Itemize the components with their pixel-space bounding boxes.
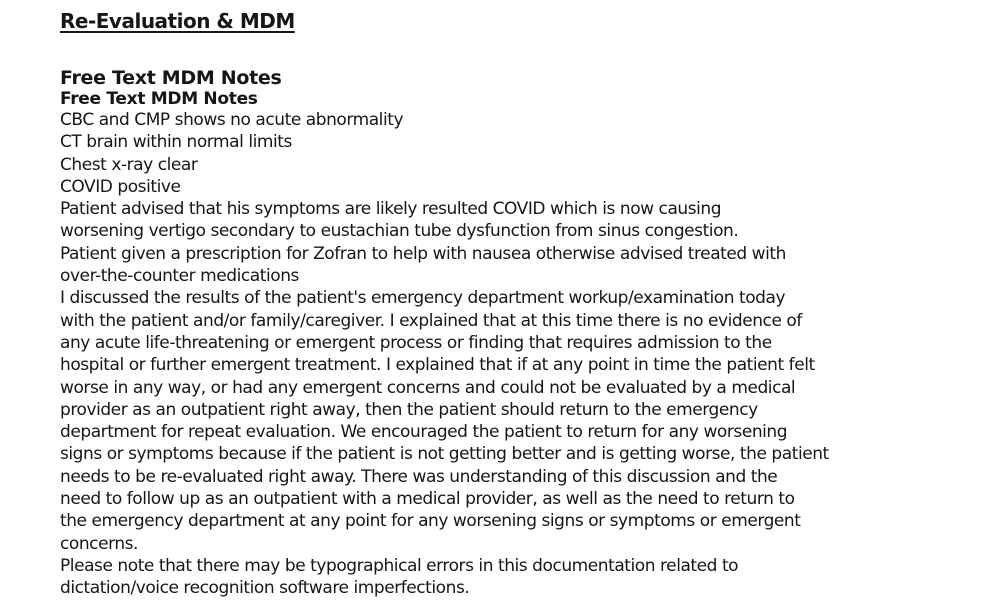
note-line: CBC and CMP shows no acute abnormality [60,110,404,130]
notes-body [60,109,960,600]
note-line: concerns. [60,533,139,554]
note-line: need to follow up as an outpatient with a medical provider, as well as the need to return to [60,489,795,510]
note-line: signs or symptoms because if the patient is not getting better and is getting worse, the patient [60,444,829,465]
section-title: Re-Evaluation & MDM [60,9,295,33]
note-line: Please note that there may be typographical errors in this documentation related to [60,555,739,576]
note-line: provider as an outpatient right away, then the patient should return to the emergency [60,399,758,420]
note-line: any acute life-threatening or emergent process or finding that requires admission to the [60,332,772,353]
note-line: COVID positive [60,176,181,197]
note-line: department for repeat evaluation. We encouraged the patient to return for any worsening [60,422,788,443]
note-line: worse in any way, or had any emergent concerns and could not be evaluated by a medical [60,377,796,398]
document [60,6,960,600]
note-line: dictation/voice recognition software imperfections. [60,578,470,599]
note-line: Chest x-ray clear [60,154,198,175]
note-line: Patient advised that his symptoms are likely resulted COVID which is now causing [60,199,722,220]
note-line: over-the-counter medications [60,266,299,287]
note-line: the emergency department at any point for any worsening signs or symptoms or emergent [60,511,801,532]
note-line: CT brain within normal limits [60,132,292,153]
note-line: with the patient and/or family/caregiver. I explained that at this time there is no evidence of [60,310,802,331]
note-line: Patient given a prescription for Zofran to help with nausea otherwise advised treated with [60,243,786,264]
note-line: needs to be re-evaluated right away. There was understanding of this discussion and the [60,466,778,487]
note-line: hospital or further emergent treatment. I explained that if at any point in time the patient felt [60,355,815,376]
note-line: I discussed the results of the patient's emergency department workup/examination today [60,288,786,309]
notes-heading-primary: Free Text MDM Notes [60,67,282,89]
note-line: worsening vertigo secondary to eustachian tube dysfunction from sinus congestion. [60,221,739,242]
notes-heading-secondary: Free Text MDM Notes [60,89,258,109]
